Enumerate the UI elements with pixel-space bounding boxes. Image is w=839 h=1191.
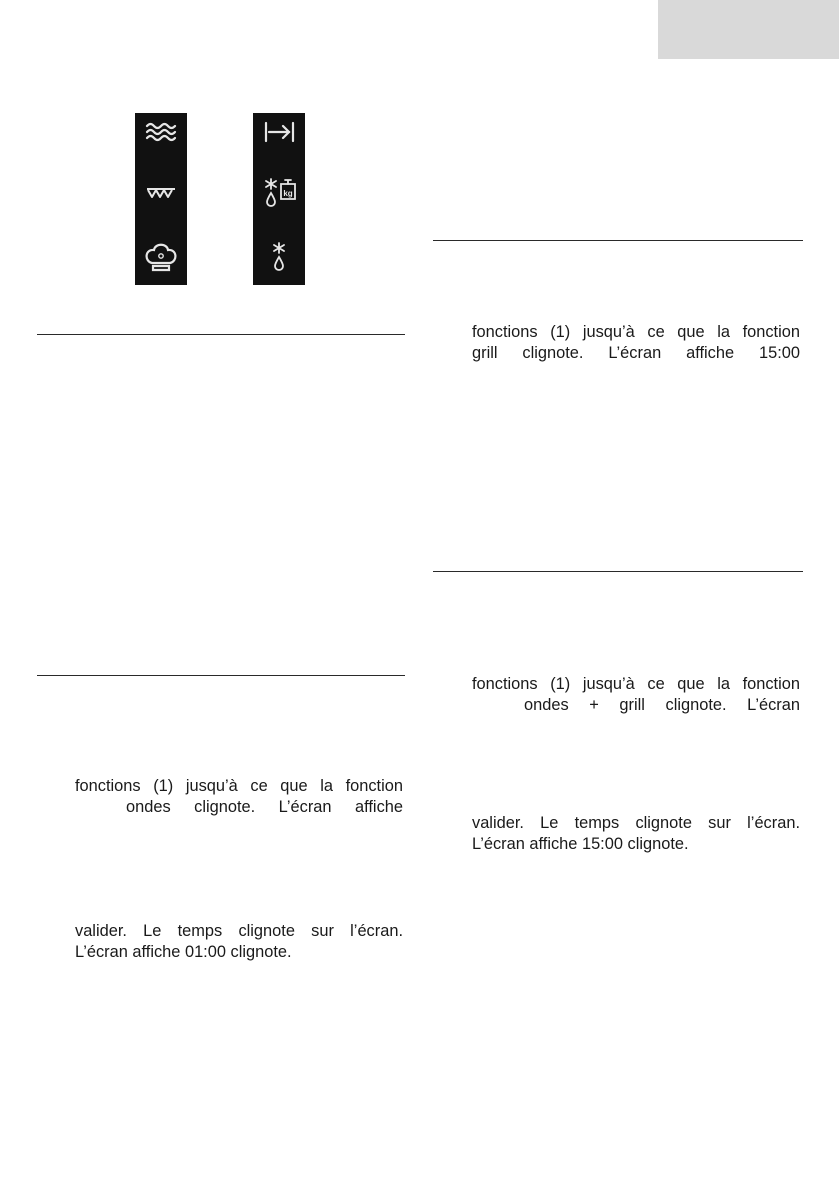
text-line: fonctions (1) jusqu’à ce que la fonction: [472, 675, 800, 693]
section-divider: [37, 675, 405, 676]
auto-cook-icon: [135, 237, 187, 277]
microwave-waves-icon: [135, 115, 187, 155]
text-line: fonctions (1) jusqu’à ce que la fonction: [75, 777, 403, 795]
instruction-paragraph: [472, 322, 800, 364]
instruction-paragraph: [472, 674, 800, 716]
section-divider: [433, 571, 803, 572]
text-line: fonctions (1) jusqu’à ce que la fonction: [472, 323, 800, 341]
control-panel-right: [253, 113, 305, 285]
page-tab-marker: [658, 0, 839, 59]
text-line: L’écran affiche 15:00 clignote.: [472, 835, 689, 853]
skip-end-icon: [253, 115, 305, 155]
section-divider: [433, 240, 803, 241]
instruction-paragraph: [472, 813, 800, 855]
grill-element-icon: [135, 173, 187, 213]
instruction-paragraph: [75, 921, 403, 963]
section-divider: [37, 334, 405, 335]
kg-label: kg: [283, 189, 293, 198]
text-line: ondes clignote. L’écran affiche: [126, 798, 403, 816]
text-line: grill clignote. L’écran affiche 15:00: [472, 344, 800, 362]
text-line: L’écran affiche 01:00 clignote.: [75, 943, 292, 961]
control-panel-left: [135, 113, 187, 285]
defrost-icon: [253, 237, 305, 277]
defrost-by-weight-icon: [253, 173, 305, 213]
instruction-paragraph: [75, 776, 403, 818]
text-line: valider. Le temps clignote sur l’écran.: [75, 922, 403, 940]
text-line: valider. Le temps clignote sur l’écran.: [472, 814, 800, 832]
text-line: ondes + grill clignote. L’écran: [524, 696, 800, 714]
